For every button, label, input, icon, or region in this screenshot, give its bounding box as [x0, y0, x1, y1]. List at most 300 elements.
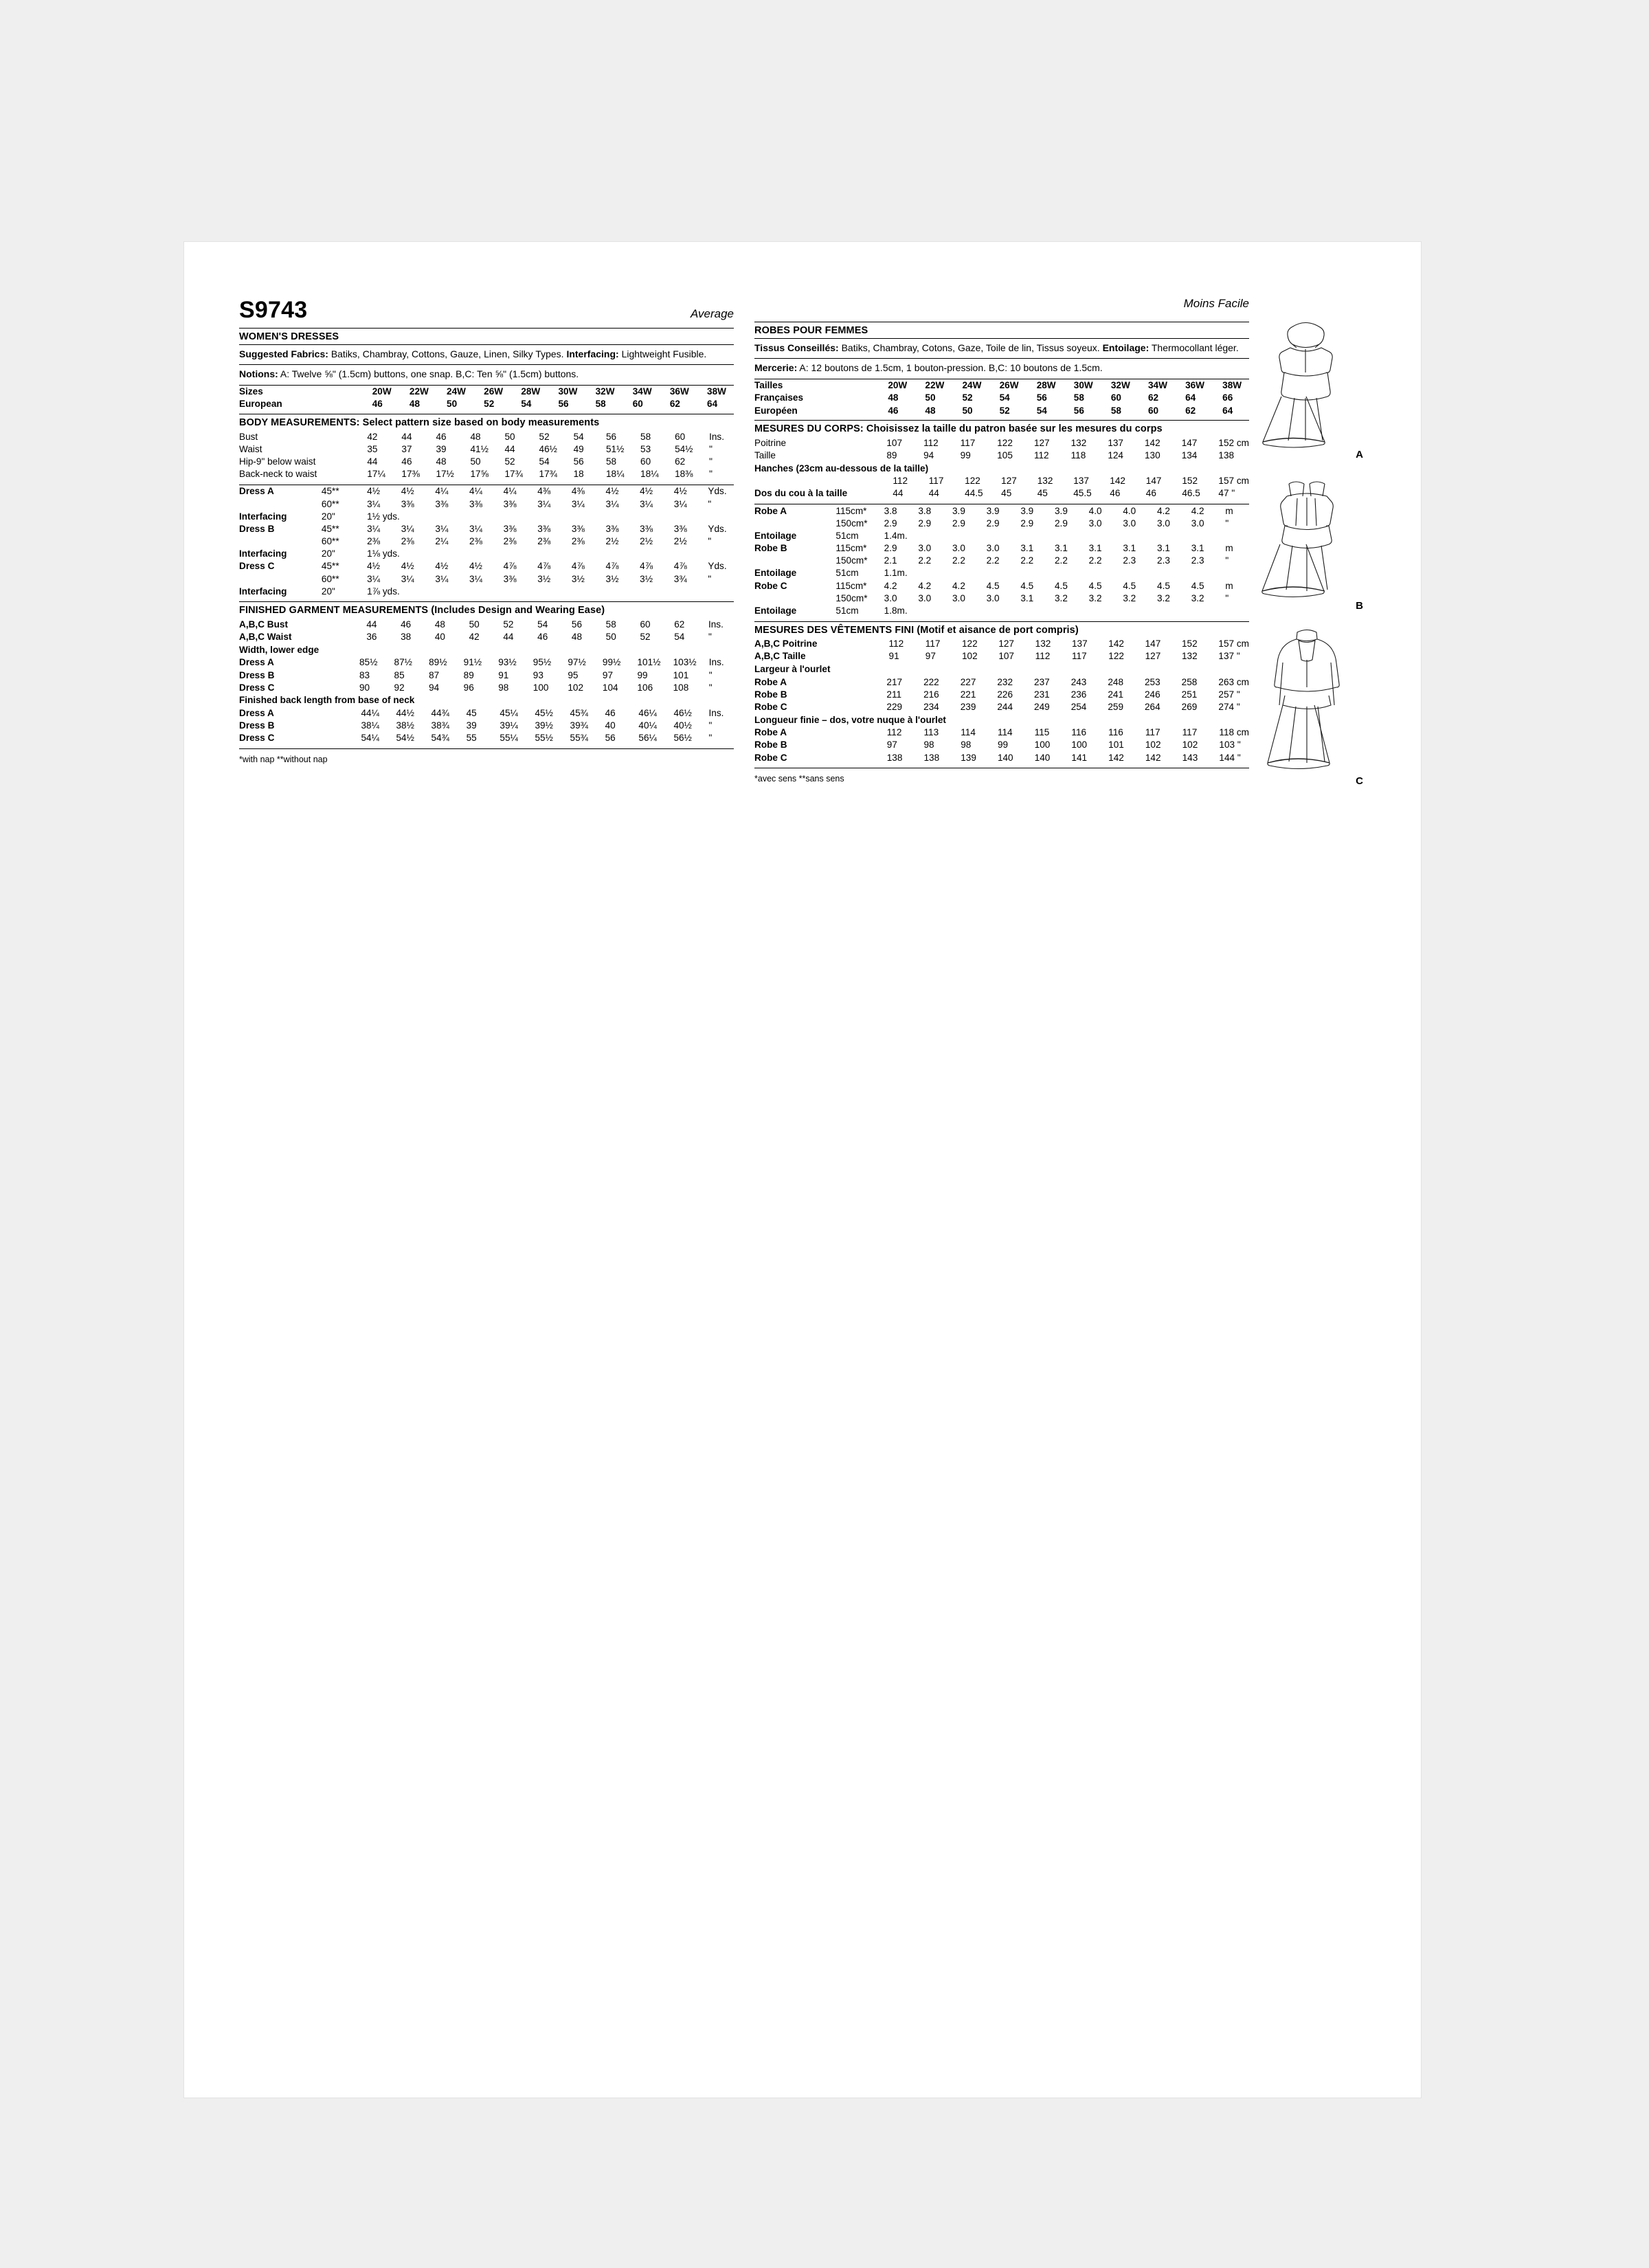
row-width: 150cm*	[835, 518, 868, 529]
table-row	[754, 475, 1249, 487]
cell: 1.1m.	[884, 568, 908, 579]
cell: 52	[504, 456, 515, 467]
cell: 3¼	[537, 498, 551, 509]
european-7: 60	[632, 399, 643, 410]
row-width	[840, 751, 887, 764]
cell: 58	[605, 619, 616, 630]
cell: 49	[573, 443, 584, 454]
cell: 4⅞	[605, 561, 619, 572]
cell: 87½	[394, 657, 412, 668]
cell: 37	[401, 443, 412, 454]
cell: 3⅜	[605, 523, 619, 534]
cell: 39¾	[570, 720, 588, 731]
row-label: Dress A	[239, 657, 274, 668]
row-width	[840, 688, 887, 700]
dress-a-figure	[1249, 315, 1366, 460]
cell: 36	[366, 632, 377, 643]
french-backlength-label: Longueur finie – dos, votre nuque à l'ourlet	[754, 714, 946, 725]
cell: 4½	[640, 486, 653, 497]
cell: 3⅜	[537, 523, 551, 534]
size-1: 22W	[409, 386, 429, 397]
cell: 98	[923, 740, 934, 751]
row-unit: Ins.	[709, 431, 725, 442]
cell: 122	[997, 437, 1013, 448]
row-width: 51cm	[835, 605, 859, 616]
cell: 116	[1108, 727, 1123, 738]
cell: 3.8	[884, 505, 897, 516]
row-label	[754, 517, 835, 529]
row-label: Robe A	[754, 676, 787, 687]
table-row	[239, 548, 734, 560]
table-row	[754, 392, 1249, 404]
notions-text-fr: A: 12 boutons de 1.5cm, 1 bouton-pression. B,C: 10 boutons de 1.5cm.	[799, 362, 1103, 374]
cell: 28W	[1036, 380, 1056, 391]
row-label: Interfacing	[239, 548, 287, 559]
row-unit: "	[709, 456, 713, 467]
cell: 139	[961, 752, 976, 763]
cell: 85	[394, 669, 405, 680]
european-label: European	[239, 399, 282, 410]
cell: 45½	[535, 707, 553, 718]
cell: 138	[1218, 449, 1235, 460]
cell: 3.9	[1055, 505, 1068, 516]
cell: 99	[637, 669, 648, 680]
difficulty-english: Average	[690, 307, 734, 320]
content-area	[239, 297, 1366, 799]
french-title: ROBES POUR FEMMES	[754, 325, 868, 336]
pattern-code: S9743	[239, 297, 308, 323]
cell: 112	[893, 476, 908, 487]
cell: 97	[886, 740, 897, 751]
row-unit: 137 "	[1218, 651, 1240, 662]
row-width	[840, 676, 887, 688]
cell: 91	[888, 651, 899, 662]
cell: 48	[434, 619, 445, 630]
english-backlength-label: Finished back length from base of neck	[239, 695, 415, 706]
cell: 50	[470, 456, 481, 467]
cell: 122	[965, 476, 980, 487]
table-row	[754, 604, 1249, 616]
row-unit: m	[1225, 505, 1233, 516]
cell: 127	[1145, 651, 1161, 662]
cell: 24W	[962, 380, 982, 391]
cell: 60	[640, 456, 651, 467]
row-unit: "	[708, 669, 713, 680]
cell: 2⅜	[571, 536, 585, 547]
cell: 3¼	[673, 498, 687, 509]
cell: 249	[1034, 701, 1050, 712]
header-row	[239, 297, 734, 324]
cell: 30W	[1073, 380, 1093, 391]
table-row	[754, 739, 1249, 751]
row-width	[319, 720, 361, 732]
cell: 101	[1108, 740, 1124, 751]
row-width	[319, 732, 361, 744]
spacer-cell	[325, 386, 372, 398]
table-row	[239, 443, 734, 455]
table-row	[754, 379, 1249, 392]
dress-a-illustration	[1249, 315, 1362, 449]
french-column	[754, 297, 1249, 799]
cell: 132	[1181, 651, 1198, 662]
cell: 99	[960, 449, 971, 460]
row-width	[840, 449, 887, 461]
cell: 45.5	[1073, 488, 1092, 499]
cell: 3⅜	[673, 523, 687, 534]
cell: 217	[886, 676, 903, 687]
row-unit: "	[709, 469, 713, 480]
cell: 46	[888, 405, 899, 416]
cell: 2.9	[1055, 518, 1068, 529]
row-unit: 103 "	[1219, 740, 1241, 751]
cell: 38	[401, 632, 412, 643]
english-yardage-table	[239, 485, 734, 598]
cell: 141	[1071, 752, 1088, 763]
cell: 2.2	[1055, 555, 1068, 566]
cell: 95½	[532, 657, 552, 668]
spacer-cell	[841, 392, 888, 404]
sizes-label: Sizes	[239, 386, 263, 397]
cell: 58	[606, 456, 617, 467]
english-notions	[239, 365, 734, 384]
row-width: 51cm	[835, 530, 859, 541]
cell: 3⅜	[503, 573, 517, 584]
cell: 1½ yds.	[367, 511, 400, 522]
cell: 3½	[537, 573, 551, 584]
cell: 3.0	[1088, 518, 1102, 529]
cell: 3⅜	[571, 523, 585, 534]
cell: 3.0	[1123, 518, 1136, 529]
cell: 40	[434, 632, 445, 643]
cell: 4½	[367, 561, 381, 572]
table-row	[754, 404, 1249, 416]
cell: 226	[997, 689, 1013, 700]
cell: 248	[1108, 676, 1124, 687]
cell: 251	[1181, 689, 1198, 700]
cell: 50	[605, 632, 616, 643]
cell: 62	[675, 456, 686, 467]
cell: 58	[1110, 405, 1121, 416]
cell: 4.2	[1191, 505, 1204, 516]
row-label: Poitrine	[754, 437, 787, 448]
cell: 46	[1110, 488, 1121, 499]
row-width	[840, 739, 887, 751]
cell: 45¾	[570, 707, 588, 718]
cell: 2.2	[986, 555, 1000, 566]
row-width: 20"	[321, 548, 335, 559]
row-width: 45**	[321, 523, 339, 534]
cell: 4½	[367, 486, 381, 497]
cell: 106	[637, 682, 653, 693]
cell: 98	[961, 740, 972, 751]
row-label: Dress B	[239, 523, 275, 534]
cell: 4½	[401, 561, 414, 572]
table-row	[754, 555, 1249, 567]
row-label: Bust	[239, 431, 258, 442]
cell: 2.2	[918, 555, 932, 566]
cell: 138	[886, 752, 903, 763]
cell: 44	[893, 488, 904, 499]
cell: 4.0	[1088, 505, 1102, 516]
size-0: 20W	[372, 386, 392, 397]
pattern-envelope-sheet	[184, 242, 1421, 2098]
cell: 152	[1182, 476, 1198, 487]
size-4: 28W	[521, 386, 541, 397]
row-label: Interfacing	[239, 511, 287, 522]
european-4: 54	[521, 399, 532, 410]
cell: 4½	[435, 561, 449, 572]
cell: 46	[605, 707, 616, 718]
row-width	[327, 455, 368, 467]
european-5: 56	[558, 399, 569, 410]
cell: 54	[1036, 405, 1047, 416]
cell: 46	[1145, 488, 1156, 499]
row-unit: Yds.	[708, 561, 727, 572]
cell: 3.1	[1055, 543, 1068, 554]
cell: 4⅞	[640, 561, 653, 572]
table-row	[239, 669, 734, 681]
cell: 1.8m.	[884, 605, 908, 616]
cell: 62	[1185, 405, 1196, 416]
cell: 46½	[673, 707, 692, 718]
cell: 130	[1145, 449, 1160, 460]
cell: 3.9	[986, 505, 1000, 516]
cell: 55½	[535, 733, 553, 744]
cell: 3.2	[1191, 592, 1204, 603]
dress-c-label: C	[1356, 775, 1363, 787]
cell: 137	[1071, 638, 1088, 649]
dress-b-figure	[1249, 473, 1366, 612]
cell: 17¾	[539, 469, 557, 480]
dress-b-illustration	[1249, 473, 1362, 600]
cell: 44	[401, 431, 412, 442]
cell: 138	[923, 752, 940, 763]
cell: 3½	[571, 573, 585, 584]
cell: 3¼	[401, 523, 414, 534]
cell: 264	[1145, 701, 1160, 712]
cell: 259	[1108, 701, 1124, 712]
cell: 99½	[602, 657, 621, 668]
table-row	[239, 572, 734, 585]
cell: 26W	[999, 380, 1019, 391]
row-unit: "	[709, 443, 713, 454]
row-unit: 274 "	[1218, 701, 1240, 712]
fabrics-label-fr: Tissus Conseillés:	[754, 342, 839, 353]
row-unit: 257 "	[1218, 689, 1240, 700]
row-label: Robe A	[754, 505, 787, 516]
table-row	[754, 487, 1249, 500]
cell: 244	[997, 701, 1013, 712]
cell: 2⅜	[537, 536, 551, 547]
cell: 46	[436, 431, 447, 442]
row-label: Robe C	[754, 752, 787, 763]
cell: 54	[573, 431, 584, 442]
cell: 115	[1034, 727, 1050, 738]
row-width: 20"	[321, 511, 335, 522]
sizes-label-fr: Tailles	[754, 380, 783, 391]
cell: 234	[923, 701, 939, 712]
cell: 40½	[673, 720, 692, 731]
cell: 44	[928, 488, 939, 499]
cell: 216	[923, 689, 939, 700]
row-unit: "	[708, 733, 713, 744]
row-label: Dress C	[239, 682, 275, 693]
cell: 2.9	[1020, 518, 1034, 529]
row-width: 60**	[321, 573, 339, 584]
cell: 152	[1181, 638, 1198, 649]
size-9: 38W	[707, 386, 726, 397]
cell: 222	[923, 676, 939, 687]
row-unit: "	[708, 682, 713, 693]
row-width: 20"	[321, 586, 335, 597]
row-width: 150cm*	[835, 555, 868, 566]
table-row	[754, 592, 1249, 604]
cell: 1⅛ yds.	[367, 548, 400, 559]
cell: 3½	[605, 573, 619, 584]
cell: 3¼	[571, 498, 585, 509]
cell: 17½	[436, 469, 454, 480]
cell: 52	[640, 632, 651, 643]
cell: 4.2	[918, 580, 932, 591]
english-sizes-table	[239, 386, 734, 410]
cell: 118	[1070, 449, 1086, 460]
cell: 60	[640, 619, 651, 630]
cell: 4⅜	[571, 486, 585, 497]
table-row	[754, 650, 1249, 663]
cell: 40	[605, 720, 616, 731]
illustrations-column	[1249, 297, 1366, 799]
european-6: 58	[595, 399, 606, 410]
english-footnote: *with nap **without nap	[239, 754, 328, 764]
cell: 45	[1001, 488, 1012, 499]
cell: 91½	[463, 657, 482, 668]
cell: 3¼	[367, 498, 381, 509]
cell: 39	[466, 720, 477, 731]
cell: 36W	[1185, 380, 1205, 391]
cell: 56½	[673, 733, 692, 744]
cell: 258	[1181, 676, 1198, 687]
row-unit: 157 cm	[1218, 476, 1249, 487]
cell: 3.1	[1123, 543, 1136, 554]
cell: 101½	[637, 657, 661, 668]
cell: 3¼	[401, 573, 414, 584]
cell: 60	[675, 431, 686, 442]
cell: 2.9	[884, 518, 897, 529]
french-fabrics	[754, 339, 1249, 358]
cell: 56¼	[638, 733, 657, 744]
cell: 3.9	[952, 505, 965, 516]
table-row	[239, 656, 734, 669]
cell: 3.1	[1191, 543, 1204, 554]
french-sizes-table	[754, 379, 1249, 417]
table-row	[754, 542, 1249, 555]
cell: 41½	[470, 443, 489, 454]
cell: 2⅜	[503, 536, 517, 547]
row-width	[842, 650, 889, 663]
cell: 134	[1181, 449, 1198, 460]
cell: 117	[925, 638, 941, 649]
cell: 3.2	[1123, 592, 1136, 603]
french-hip-table	[754, 475, 1249, 500]
columns-wrapper	[239, 297, 1366, 799]
table-row	[754, 579, 1249, 592]
table-row	[239, 720, 734, 732]
cell: 101	[673, 669, 689, 680]
cell: 142	[1108, 752, 1124, 763]
cell: 52	[503, 619, 514, 630]
cell: 254	[1070, 701, 1087, 712]
row-label: Robe B	[754, 543, 787, 554]
english-body-meas-title: BODY MEASUREMENTS: Select pattern size based on body measurements	[239, 417, 600, 428]
cell: 241	[1108, 689, 1124, 700]
cell: 42	[367, 431, 378, 442]
cell: 17¾	[504, 469, 523, 480]
cell: 87	[429, 669, 440, 680]
table-row	[239, 468, 734, 480]
cell: 102	[961, 651, 978, 662]
cell: 232	[997, 676, 1013, 687]
table-row	[239, 631, 734, 643]
cell: 4¼	[469, 486, 482, 497]
english-title: WOMEN'S DRESSES	[239, 331, 339, 342]
cell: 3.2	[1055, 592, 1068, 603]
cell: 53	[640, 443, 651, 454]
cell: 140	[997, 752, 1013, 763]
cell: 4.5	[986, 580, 1000, 591]
cell: 114	[997, 727, 1013, 738]
cell: 112	[923, 437, 939, 448]
row-label: Back-neck to waist	[239, 469, 317, 480]
table-row	[239, 485, 734, 498]
cell: 95	[568, 669, 579, 680]
row-unit: Ins.	[708, 657, 724, 668]
cell: 229	[886, 701, 903, 712]
cell: 93	[532, 669, 543, 680]
cell: 55¼	[500, 733, 518, 744]
cell: 56	[605, 733, 616, 744]
english-finished-title: FINISHED GARMENT MEASUREMENTS (Includes Design and Wearing Ease)	[239, 605, 605, 616]
cell: 96	[463, 682, 474, 693]
cell: 2.2	[1088, 555, 1102, 566]
european-8: 62	[669, 399, 680, 410]
cell: 60	[1110, 392, 1121, 403]
row-width	[847, 475, 893, 487]
cell: 56	[1073, 405, 1084, 416]
table-row	[754, 676, 1249, 688]
row-unit: Yds.	[708, 523, 727, 534]
cell: 100	[532, 682, 549, 693]
table-row	[239, 618, 734, 630]
fabrics-label: Suggested Fabrics:	[239, 348, 328, 359]
cell: 117	[1182, 727, 1198, 738]
cell: 142	[1145, 437, 1160, 448]
european-9: 64	[707, 399, 718, 410]
row-width	[318, 669, 359, 681]
table-row	[754, 700, 1249, 713]
cell: 4.5	[1088, 580, 1102, 591]
row-label: Robe A	[754, 727, 787, 738]
cell: 3½	[640, 573, 653, 584]
row-unit: 118 cm	[1219, 727, 1249, 738]
cell: 108	[673, 682, 689, 693]
notions-label-fr: Mercerie:	[754, 362, 798, 374]
cell: 237	[1034, 676, 1050, 687]
row-label: A,B,C Taille	[754, 651, 806, 662]
cell: 90	[359, 682, 370, 693]
cell: 40¼	[638, 720, 657, 731]
cell: 56	[571, 619, 583, 630]
cell: 60	[1147, 405, 1159, 416]
